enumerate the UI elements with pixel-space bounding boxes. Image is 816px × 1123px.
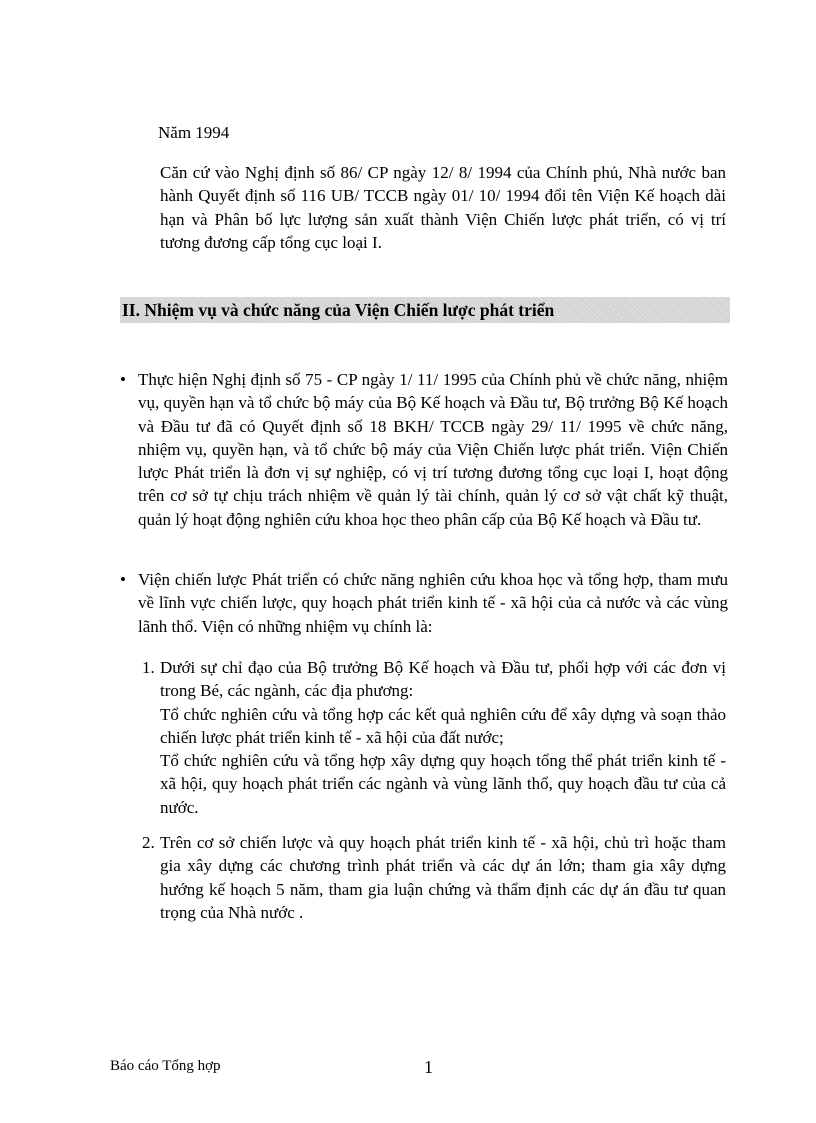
page-number: 1 [424,1057,433,1077]
bullet-paragraph: Viện chiến lược Phát triển có chức năng nghiên cứu khoa học và tổng hợp, tham mưu về lĩnh vực chiến lược, quy hoạch phát triển kinh tế - xã hội của cả nước và các vùng lãnh thổ. Viện có những nhiệm vụ chính là: [138,570,728,636]
year-line: Năm 1994 [158,123,230,142]
numbered-item [160,656,726,819]
section-heading: II. Nhiệm vụ và chức năng của Viện Chiến lược phát triển [120,297,730,323]
intro-paragraph: Căn cứ vào Nghị định số 86/ CP ngày 12/ 8/ 1994 của Chính phủ, Nhà nước ban hành Quyết định số 116 UB/ TCCB ngày 01/ 10/ 1994 đổi tên Viện Kế hoạch dài hạn và Phân bố lực lượng sản xuất thành Viện Chiến lược phát triển, có vị trí tương đương cấp tổng cục loại I. [160,163,726,252]
numbered-item-line: Dưới sự chỉ đạo của Bộ trưởng Bộ Kế hoạch và Đầu tư, phối hợp với các đơn vị trong Bé, các ngành, các địa phương: [160,658,726,701]
numbered-item [160,831,726,924]
bullet-paragraph: Thực hiện Nghị định số 75 - CP ngày 1/ 11/ 1995 của Chính phủ về chức năng, nhiệm vụ, quyền hạn và tổ chức bộ máy của Bộ Kế hoạch và Đầu tư, Bộ trưởng Bộ Kế hoạch và Đầu tư đã có Quyết định số 18 BKH/ TCCB ngày 29/ 11/ 1995 về chức năng, nhiệm vụ, quyền hạn, và tổ chức bộ máy của Viện Chiến lược phát triển. Viện Chiến lược Phát triển là đơn vị sự nghiệp, có vị trí tương đương tổng cục loại I, hoạt động trên cơ sở tự chịu trách nhiệm về quản lý tài chính, quản lý cơ sở vật chất kỹ thuật, quản lý hoạt động nghiên cứu khoa học theo phân cấp của Bộ Kế hoạch và Đầu tư. [138,370,728,529]
numbered-item-line: Tổ chức nghiên cứu và tổng hợp các kết quả nghiên cứu để xây dựng và soạn thảo chiến lược phát triển kinh tế - xã hội của đất nước; [160,704,726,747]
list-number: 1. [142,658,155,677]
footer-title: Báo cáo Tổng hợp [110,1058,221,1074]
numbered-item-line: Tổ chức nghiên cứu và tổng hợp xây dựng quy hoạch tổng thể phát triển kinh tế - xã hội, quy hoạch phát triển các ngành và vùng lãnh thổ, quy hoạch đầu tư của cả nước. [160,751,726,817]
bullet-marker: • [120,370,126,389]
numbered-item-line: Trên cơ sở chiến lược và quy hoạch phát triển kinh tế - xã hội, chủ trì hoặc tham gia xây dựng các chương trình phát triển và các dự án lớn; tham gia xây dựng hướng kế hoạch 5 năm, tham gia luận chứng và thẩm định các dự án đầu tư quan trọng của Nhà nước . [160,833,726,922]
bullet-marker: • [120,570,126,589]
list-number: 2. [142,833,155,852]
